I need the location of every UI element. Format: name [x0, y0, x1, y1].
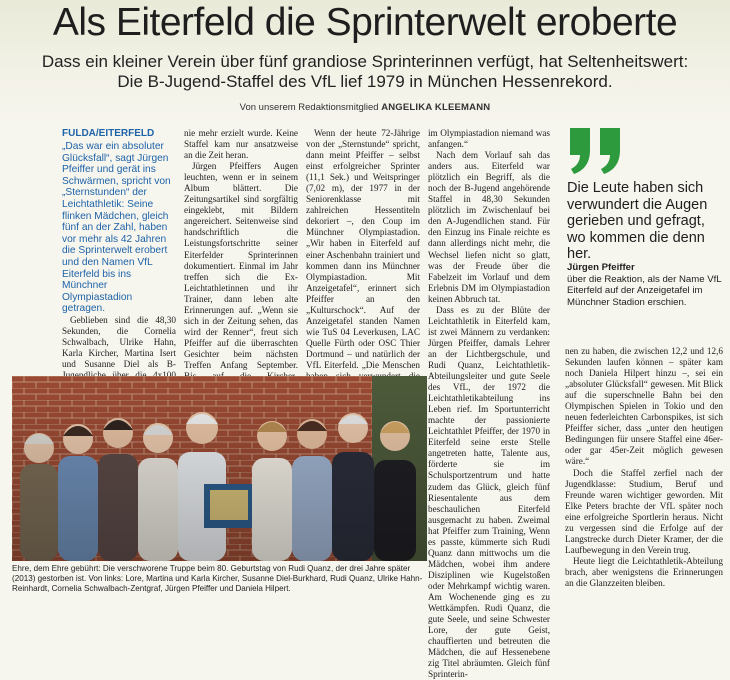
subheadline-line-1: Dass ein kleiner Verein über fünf grandiose Sprinterinnen verfügt, hat Seltenheitswert: — [41, 52, 689, 71]
body-paragraph: Geblieben sind die 48,30 Sekunden, die Cornelia Schwalbach, Ulrike Hahn, Karla Kircher, Martina Isert und Susanne Diel als B- — [62, 314, 176, 370]
article-column-3 — [306, 128, 420, 373]
byline — [0, 102, 730, 113]
body-paragraph: Heute liegt die Leichtathletik-Abteilung brach, aber wenigstens die Erinnerungen an die Glanzzeiten bleiben. — [565, 555, 723, 588]
body-paragraph: Doch die Staffel zerfiel nach der Jugendklasse: Studium, Beruf und Freunde waren wichtiger geworden. Mit Elke Peters brachte der VfL später noch eine erfolgreiche Sportlerin heraus. Nicht zu vergessen sind die Erfolge auf der Langstrecke durch Dieter Kramer, der die Laufbewegung in den Verein trug. — [565, 467, 723, 555]
body-paragraph: Jürgen Pfeiffers Augen leuchten, wenn er in seinem Album blättert. Die Zeitungsartikel sind sorgfältig eingeklebt, mit Bildern angereichert. Seitenweise sind handschriftlich die Leistungsfortschritte seiner Eiterfelder Sprinterinnen dokumentiert. Einmal im Jahr treffen sich die Ex-Leichtathletinnen und ihr Trainer, dann leben alte Erinnerungen auf. „Wenn sie sich in der Zeitung sehen, das wird der Renner“, freut sich Pfeiffer auf die überraschten Gesichter beim nächsten Treffen Anfang September. — [184, 161, 298, 370]
group-photo-illustration — [12, 376, 427, 561]
subheadline-line-2: Die B-Jugend-Staffel des VfL lief 1979 in München Hessenrekord. — [117, 72, 613, 91]
body-paragraph: im Olympiastadion niemand was anfangen.“ — [428, 128, 550, 150]
body-paragraph: nen zu haben, die zwischen 12,2 und 12,6 Sekunden laufen können – später kam noch Daniela Hilpert hinzu –, sei ein „absoluter Glücksfall“ gewesen. Mit Blick auf die superschnelle Bahn bei den Olympischen Spielen in Tokio und den neuen federleichten Carbonspikes, ist sich Pfeiffer sicher, dass „unter den heutigen Bedingungen für unsere Staffel eine 46er- oder gar 45er-Zeit möglich gewesen wäre.“ — [565, 346, 723, 467]
article-column-2 — [184, 128, 298, 373]
lead-paragraph: „Das war ein absoluter Glücksfall“, sagt Jürgen Pfeiffer und gerät ins Schwärmen, spricht von „Sternstunden“ der Leichtathletik: Seine flinken Mädchen, gleich fünf an der Zahl, haben vor mehr als 42 Jahren die Sprinterwelt erobert und den Namen VfL Eiterfeld bis ins Münchner Olympiastadion getragen. — [62, 141, 171, 315]
article-column-4 — [428, 128, 550, 680]
body-paragraph: nie mehr erzielt wurde. Keine Staffel kam nur ansatzweise an die Zeit heran. — [184, 128, 298, 161]
pull-quote-text: Die Leute haben sich verwundert die Augen gerieben und gefragt, wo kommen die denn her. — [567, 180, 708, 262]
group-photo — [12, 376, 427, 561]
headline: Als Eiterfeld die Sprinterwelt eroberte — [52, 1, 678, 44]
article-column-1 — [62, 128, 176, 373]
body-paragraph: Wenn der heute 72-Jährige von der „Sternstunde“ spricht, dann meint Pfeiffer – selbst einst erfolgreicher Sprinter (11,1 Sek.) und Weitspringer (7,02 m), der 1977 in der Seniorenklasse mit zahlreichen Hessentiteln dekoriert –, den Coup im Münchner Olympiastadion. „Wir haben in Eiterfeld auf einer Aschenbahn trainiert und kommen dann ins Münchner Olympiastadion. Mit Anzeigetafel“, erinnert sich Pfeiffer an den „Kulturschock“. Auf der Anzeigetafel standen Namen wie TuS 04 Leverkusen, LAC Quelle Fürth oder OSC Thier Dortmund – und natürlich der VfL Eiterfeld. „Die Menschen — [306, 128, 420, 370]
body-paragraph: Dass es zu der Blüte der Leichtathletik in Eiterfeld kam, ist zwei Männern zu verdanken: Jürgen Pfeiffer, damals Lehrer an der Lichtbergschule, und Rudi Quanz, Leichtathletik-Abteilungsleiter und gute Seele des VfL, der 1972 die Leichtathletikabteilung ins Leben rief. Im Sportunterricht machte der passionierte Leichtathlet Pfeiffer, der 1970 in Eiterfeld seine erste Stelle angetreten hatte, Talente aus, förderte sie im Schulsportzentrum und hatte zudem das Glück, gleich fünf Riesentalente aus dem beschaulichen Eiterfeld ausgemacht zu haben. Zweimal hat Pfeiffer zum Training, Wenn es passte, kümmerte sich Rudi Quanz dann mittwochs um die Mädchen, wobei ihm andere Disziplinen wie Kugelstoßen oder Mehrkampf wichtig waren. Am Wochenende ging es zu Wettkämpfen. Rudi Quanz, die gute Seele, und seine Schwester Lore, der gute Geist, chauffierten und betreuten die Mädchen, die auf Hessenebene zig Titel abräumten. Gleich fünf Sprinterin- — [428, 304, 550, 680]
dateline: FULDA/EITERFELD — [62, 128, 155, 139]
pull-quote-attribution — [567, 262, 727, 308]
body-paragraph: Nach dem Vorlauf sah das anders aus. Eiterfeld war plötzlich ein Begriff, als die noch der B-Jugend angehörende Staffel in 48,30 Sekunden plötzlich im Zwischenlauf bei den A-Jugendlichen stand. Für den Einzug ins Finale reichte es dann allerdings nicht mehr, die Wechsel liefen nicht so glatt, was der Freude über die Fabelzeit im Vorlauf und dem Erlebnis DM im Olympiastadion keinen Abbruch tat. — [428, 150, 550, 304]
article-column-5 — [565, 346, 723, 596]
photo-caption: Ehre, dem Ehre gebührt: Die verschworene Truppe beim 80. Geburtstag von Rudi Quanz, der drei Jahre später (2013) gestorben ist. Von links: Lore, Martina und Karla Kircher, Susanne Diel-Burkhard, Rudi Quanz, Ulrike Hahn-Reinhardt, Cornelia Schwalbach-Zentgraf, Jürgen Pfeiffer und Daniela Hilpert. — [12, 564, 423, 593]
byline-prefix: Von unserem Redaktionsmitglied — [239, 102, 379, 113]
pull-quote-context: über die Reaktion, als der Name VfL Eiterfeld auf der Anzeigetafel im Münchner Stadion erschien. — [567, 273, 722, 308]
subheadline — [0, 52, 730, 92]
byline-author: ANGELIKA KLEEMANN — [381, 102, 491, 113]
quotation-mark-icon — [566, 126, 626, 176]
pull-quote-author: Jürgen Pfeiffer — [567, 262, 635, 273]
